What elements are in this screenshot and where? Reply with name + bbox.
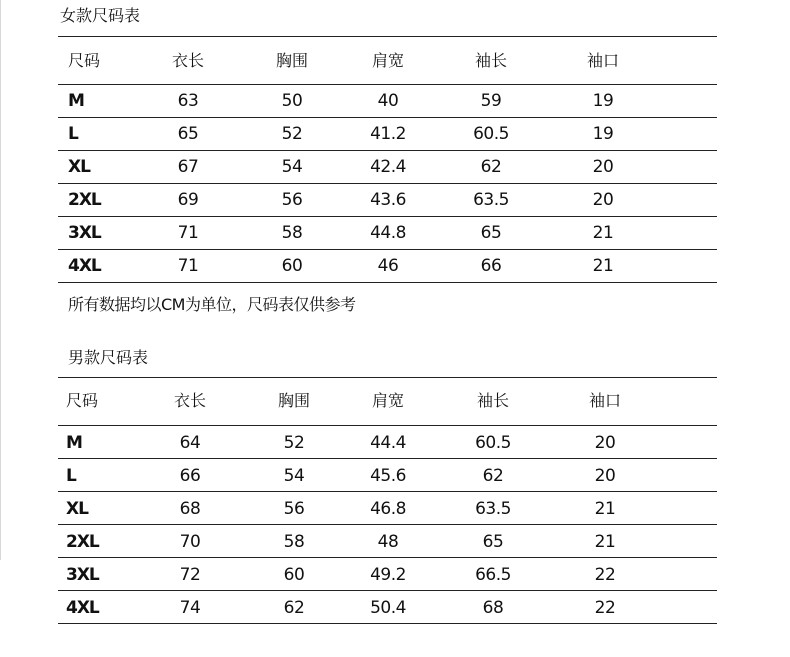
header-cell: 胸围	[275, 51, 309, 70]
header-cell: 袖长	[474, 51, 508, 70]
measurement-cell: 65	[480, 223, 502, 243]
measurement-cell: 67	[177, 157, 199, 177]
measurement-cell: 71	[177, 223, 199, 243]
measurement-cell: 66	[480, 256, 502, 276]
table-rule	[58, 36, 717, 37]
size-cell: 3XL	[68, 223, 101, 243]
measurement-cell: 66.5	[475, 565, 511, 585]
measurement-cell: 52	[281, 124, 303, 144]
measurement-cell: 52	[283, 433, 305, 453]
measurement-cell: 64	[179, 433, 201, 453]
measurement-cell: 21	[594, 499, 616, 519]
measurement-cell: 48	[377, 532, 399, 552]
table-rule	[58, 377, 717, 378]
measurement-cell: 56	[283, 499, 305, 519]
units-note: 所有数据均以CM为单位，尺码表仅供参考	[68, 295, 356, 314]
measurement-cell: 50	[281, 91, 303, 111]
measurement-cell: 45.6	[370, 466, 406, 486]
left-border	[0, 0, 1, 560]
measurement-cell: 20	[594, 433, 616, 453]
size-cell: L	[66, 466, 76, 486]
size-cell: 2XL	[66, 532, 99, 552]
measurement-cell: 20	[592, 157, 614, 177]
table-rule	[58, 590, 717, 591]
measurement-cell: 68	[482, 598, 504, 618]
size-cell: XL	[68, 157, 90, 177]
measurement-cell: 59	[480, 91, 502, 111]
measurement-cell: 60	[281, 256, 303, 276]
measurement-cell: 50.4	[370, 598, 406, 618]
header-cell: 肩宽	[371, 391, 405, 410]
table-rule	[58, 216, 717, 217]
table-rule	[58, 249, 717, 250]
header-cell: 衣长	[171, 51, 205, 70]
table-rule	[58, 557, 717, 558]
measurement-cell: 60.5	[473, 124, 509, 144]
size-cell: 4XL	[68, 256, 101, 276]
table-rule	[58, 524, 717, 525]
measurement-cell: 46.8	[370, 499, 406, 519]
table-rule	[58, 282, 717, 283]
header-cell: 袖长	[476, 391, 510, 410]
measurement-cell: 74	[179, 598, 201, 618]
measurement-cell: 63	[177, 91, 199, 111]
header-cell: 袖口	[588, 391, 622, 410]
measurement-cell: 19	[592, 124, 614, 144]
measurement-cell: 54	[281, 157, 303, 177]
measurement-cell: 49.2	[370, 565, 406, 585]
measurement-cell: 56	[281, 190, 303, 210]
header-cell: 袖口	[586, 51, 620, 70]
table-rule	[58, 491, 717, 492]
measurement-cell: 68	[179, 499, 201, 519]
measurement-cell: 58	[281, 223, 303, 243]
size-cell: 2XL	[68, 190, 101, 210]
measurement-cell: 21	[594, 532, 616, 552]
header-cell: 肩宽	[371, 51, 405, 70]
size-cell: 4XL	[66, 598, 99, 618]
measurement-cell: 63.5	[475, 499, 511, 519]
measurement-cell: 20	[592, 190, 614, 210]
measurement-cell: 42.4	[370, 157, 406, 177]
measurement-cell: 62	[480, 157, 502, 177]
measurement-cell: 72	[179, 565, 201, 585]
header-cell: 尺码	[66, 391, 99, 410]
table-rule	[58, 183, 717, 184]
measurement-cell: 60.5	[475, 433, 511, 453]
table-rule	[58, 150, 717, 151]
measurement-cell: 44.4	[370, 433, 406, 453]
table-rule	[58, 425, 717, 426]
measurement-cell: 62	[283, 598, 305, 618]
measurement-cell: 41.2	[370, 124, 406, 144]
size-cell: 3XL	[66, 565, 99, 585]
measurement-cell: 20	[594, 466, 616, 486]
measurement-cell: 69	[177, 190, 199, 210]
measurement-cell: 44.8	[370, 223, 406, 243]
header-cell: 胸围	[277, 391, 311, 410]
size-cell: M	[66, 433, 82, 453]
measurement-cell: 65	[177, 124, 199, 144]
size-cell: L	[68, 124, 78, 144]
measurement-cell: 19	[592, 91, 614, 111]
measurement-cell: 46	[377, 256, 399, 276]
measurement-cell: 65	[482, 532, 504, 552]
measurement-cell: 22	[594, 598, 616, 618]
measurement-cell: 54	[283, 466, 305, 486]
size-cell: XL	[66, 499, 88, 519]
header-cell: 尺码	[68, 51, 101, 70]
table-rule	[58, 117, 717, 118]
measurement-cell: 43.6	[370, 190, 406, 210]
measurement-cell: 21	[592, 223, 614, 243]
measurement-cell: 66	[179, 466, 201, 486]
measurement-cell: 21	[592, 256, 614, 276]
table-rule	[58, 458, 717, 459]
measurement-cell: 22	[594, 565, 616, 585]
measurement-cell: 60	[283, 565, 305, 585]
measurement-cell: 71	[177, 256, 199, 276]
measurement-cell: 62	[482, 466, 504, 486]
measurement-cell: 63.5	[473, 190, 509, 210]
women-chart-title: 女款尺码表	[60, 6, 141, 25]
size-cell: M	[68, 91, 84, 111]
header-cell: 衣长	[173, 391, 207, 410]
measurement-cell: 40	[377, 91, 399, 111]
measurement-cell: 58	[283, 532, 305, 552]
measurement-cell: 70	[179, 532, 201, 552]
men-chart-title: 男款尺码表	[68, 348, 149, 367]
table-rule	[58, 623, 717, 624]
table-rule	[58, 84, 717, 85]
